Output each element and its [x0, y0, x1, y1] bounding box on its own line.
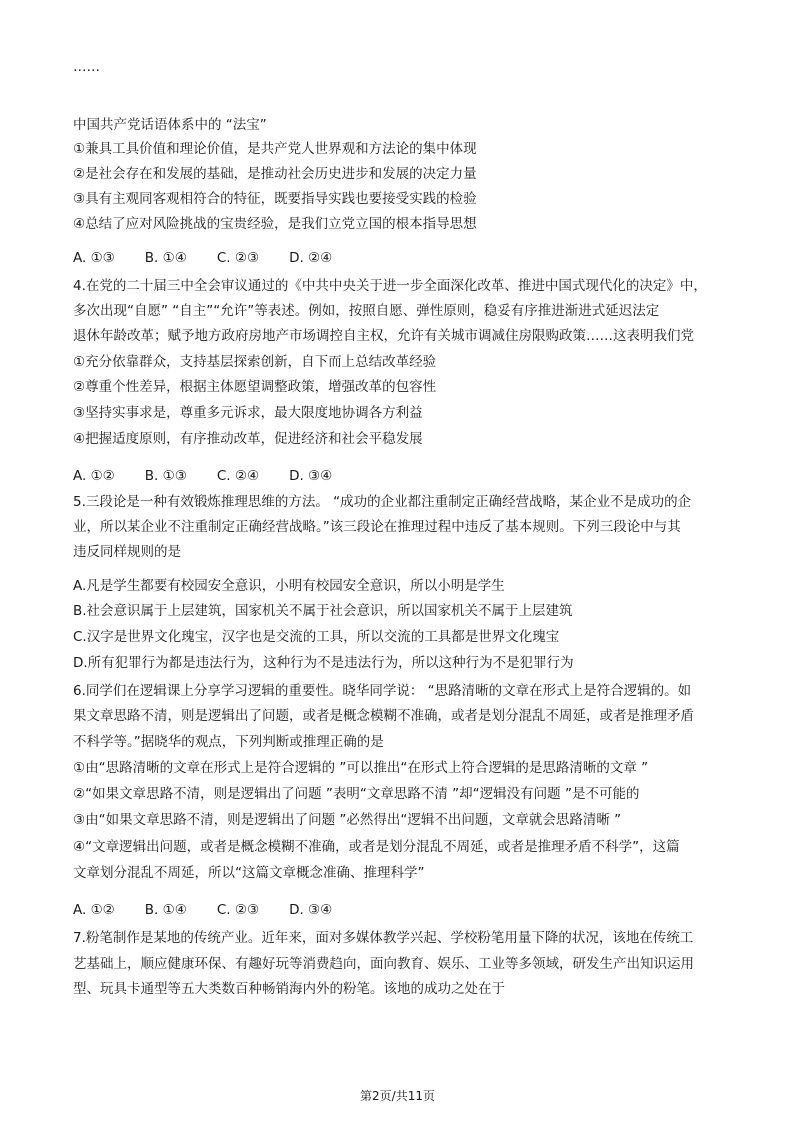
- q5-option-d: D.所有犯罪行为都是违法行为，这种行为不是违法行为，所以这种行为不是犯罪行为: [73, 655, 574, 671]
- q5-option-c: C.汉字是世界文化瑰宝，汉字也是交流的工具，所以交流的工具都是世界文化瑰宝: [73, 629, 560, 645]
- q7-stem-line-3: 型、玩具卡通型等五大类数百种畅销海内外的粉笔。该地的成功之处在于: [73, 981, 505, 997]
- q4-option-4: ④把握适度原则，有序推动改革，促进经济和社会平稳发展: [73, 431, 423, 447]
- page-footer: 第2页/共11页: [360, 1089, 435, 1103]
- q6-choices: [73, 901, 362, 919]
- q4-choices: [73, 467, 362, 485]
- q4-stem-line-3: 退休年龄改革；赋予地方政府房地产市场调控自主权，允许有关城市调减住房限购政策……这表明我们党: [73, 328, 694, 344]
- q7-stem-line-2: 艺基础上，顺应健康环保、有趣好玩等消费趋向，面向教育、娱乐、工业等多领域，研发生产出知识运用: [73, 956, 694, 972]
- q4-stem-line-1: 4.在党的二十届三中全会审议通过的《中共中央关于进一步全面深化改革、推进中国式现代化的决定》中，: [73, 278, 707, 294]
- q6-choice-d: D. ③④: [289, 902, 333, 918]
- q3-choice-c: C. ②③: [216, 250, 260, 266]
- q4-choice-d: D. ③④: [289, 468, 333, 484]
- q3-choice-b: B. ①④: [144, 250, 187, 266]
- q6-option-3: ③由“如果文章思路不清，则是逻辑出了问题 ”必然得出“逻辑不出问题，文章就会思路清晰 ”: [73, 812, 622, 828]
- q7-stem-line-1: 7.粉笔制作是某地的传统产业。近年来，面对多媒体教学兴起、学校粉笔用量下降的状况，该地在传统工: [73, 930, 694, 946]
- q6-choice-b: B. ①④: [144, 902, 187, 918]
- q6-choice-c: C. ②③: [216, 902, 260, 918]
- q5-stem-line-3: 违反同样规则的是: [73, 544, 181, 560]
- q3-option-3: ③具有主观同客观相符合的特征，既要指导实践也要接受实践的检验: [73, 191, 477, 207]
- q3-stem: 中国共产党话语体系中的 “法宝”: [73, 117, 267, 133]
- q3-option-4: ④总结了应对风险挑战的宝贵经验，是我们立党立国的根本指导思想: [73, 216, 477, 232]
- q4-choice-b: B. ①③: [144, 468, 187, 484]
- q4-option-3: ③坚持实事求是，尊重多元诉求，最大限度地协调各方利益: [73, 405, 423, 421]
- q5-option-a: A.凡是学生都要有校园安全意识，小明有校园安全意识，所以小明是学生: [73, 578, 505, 594]
- q6-option-1: ①由“思路清晰的文章在形式上是符合逻辑的 ”可以推出“在形式上符合逻辑的是思路清晰的文章 ”: [73, 760, 649, 776]
- q6-option-2: ②“如果文章思路不清，则是逻辑出了问题 ”表明“文章思路不清 ”却“逻辑没有问题 ”是不可能的: [73, 786, 640, 802]
- q5-stem-line-1: 5.三段论是一种有效锻炼推理思维的方法。 “成功的企业都注重制定正确经营战略，某企业不是成功的企: [73, 494, 692, 510]
- q6-stem-line-2: 果文章思路不清，则是逻辑出了问题，或者是概念模糊不准确，或者是划分混乱不周延，或者是推理矛盾: [73, 708, 694, 724]
- q6-option-4-line-1: ④“文章逻辑出问题，或者是概念模糊不准确，或者是划分混乱不周延，或者是推理矛盾不科学”，这篇: [73, 839, 680, 855]
- q3-option-1: ①兼具工具价值和理论价值，是共产党人世界观和方法论的集中体现: [73, 141, 477, 157]
- q3-choice-a: A. ①③: [73, 250, 115, 266]
- q4-option-1: ①充分依靠群众，支持基层探索创新，自下而上总结改革经验: [73, 354, 437, 370]
- q3-choice-d: D. ②④: [289, 250, 333, 266]
- q3-option-2: ②是社会存在和发展的基础，是推动社会历史进步和发展的决定力量: [73, 166, 477, 182]
- q5-option-b: B.社会意识属于上层建筑，国家机关不属于社会意识，所以国家机关不属于上层建筑: [73, 603, 573, 619]
- q4-choice-c: C. ②④: [216, 468, 260, 484]
- ellipsis: ……: [73, 59, 100, 75]
- q5-stem-line-2: 业，所以某企业不注重制定正确经营战略。”该三段论在推理过程中违反了基本规则。下列三段论中与其: [73, 519, 681, 535]
- q6-choice-a: A. ①②: [73, 902, 115, 918]
- q4-choice-a: A. ①②: [73, 468, 115, 484]
- q4-stem-line-2: 多次出现“自愿” “自主”“允许”等表述。例如，按照自愿、弹性原则，稳妥有序推进渐进式延迟法定: [73, 303, 660, 319]
- q4-option-2: ②尊重个性差异，根据主体愿望调整政策，增强改革的包容性: [73, 379, 437, 395]
- q6-option-4-line-2: 文章划分混乱不周延，所以“这篇文章概念准确、推理科学”: [73, 865, 425, 881]
- q3-choices: [73, 249, 362, 267]
- q6-stem-line-3: 不科学等。”据晓华的观点，下列判断或推理正确的是: [73, 734, 384, 750]
- q6-stem-line-1: 6.同学们在逻辑课上分享学习逻辑的重要性。晓华同学说： “思路清晰的文章在形式上是符合逻辑的。如: [73, 683, 692, 699]
